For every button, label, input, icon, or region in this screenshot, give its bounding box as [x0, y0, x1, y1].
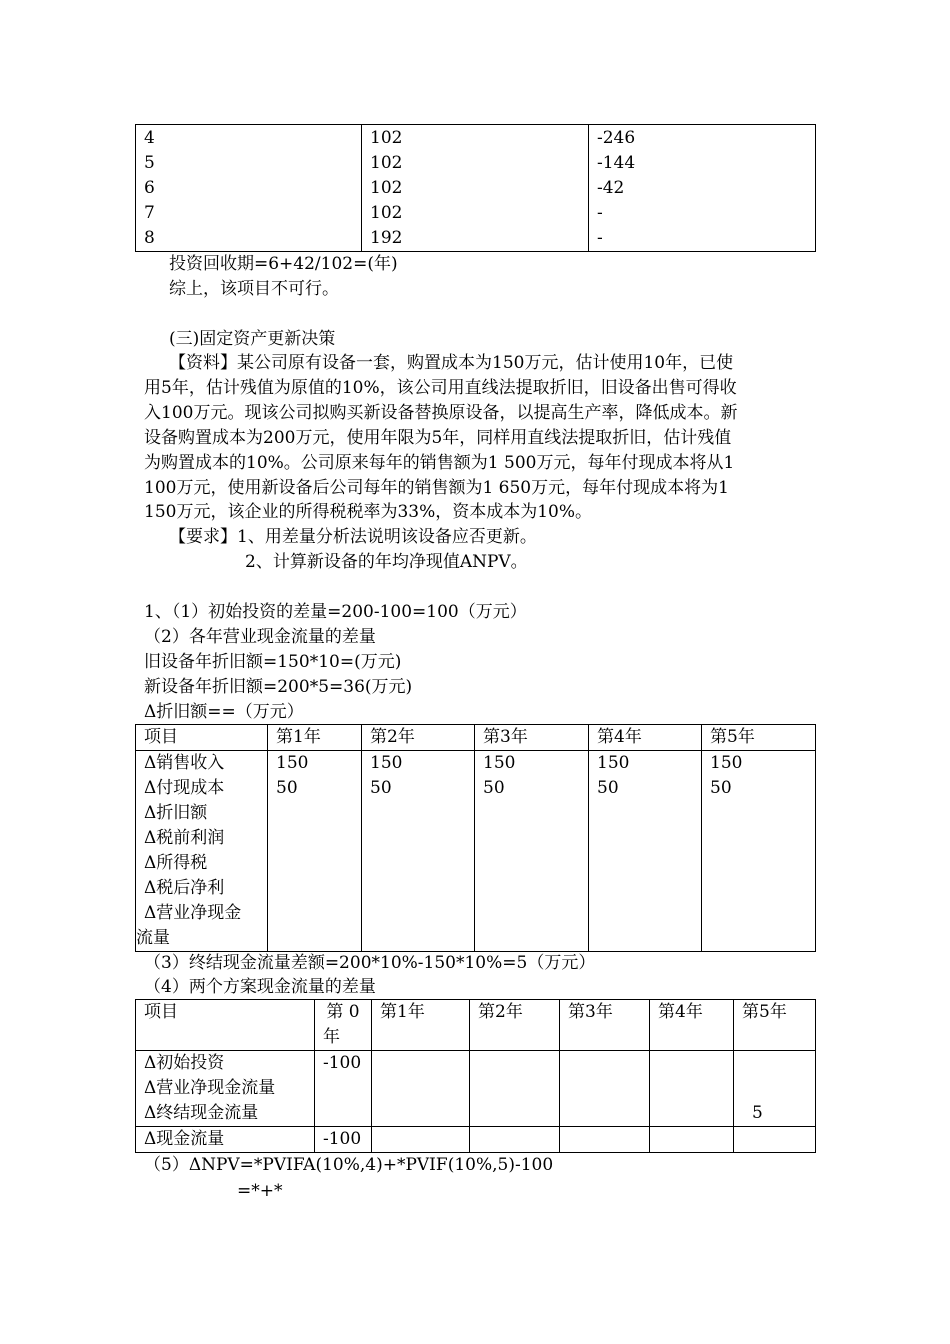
table-row — [136, 1051, 816, 1127]
terminal-value: 5 — [752, 1103, 763, 1123]
table-cell — [470, 1051, 560, 1127]
year-column — [702, 751, 816, 952]
header-year0-part1: 第 0 — [326, 1002, 360, 1022]
header-cell: 第4年 — [589, 725, 702, 751]
table-row — [136, 751, 816, 952]
requirement-2: 2、计算新设备的年均净现值ANPV。 — [245, 552, 528, 572]
item-label: Δ税前利润 — [144, 828, 225, 848]
sales-value: 150 — [597, 753, 630, 773]
header-cell — [315, 1000, 372, 1051]
solution-line: 1、（1）初始投资的差量=200-100=100（万元） — [144, 602, 527, 622]
cost-value: 50 — [710, 778, 732, 798]
conclusion-text: 综上，该项目不可行。 — [169, 279, 339, 299]
header-cell: 第5年 — [702, 725, 816, 751]
cashflow-diff-table — [135, 724, 816, 952]
terminal-cashflow-text: （3）终结现金流量差额=200*10%-150*10%=5（万元） — [144, 953, 596, 973]
cumulative-value: -42 — [597, 178, 625, 198]
header-cell: 项目 — [136, 725, 268, 751]
table-cell — [560, 1127, 650, 1153]
table-cell — [560, 1051, 650, 1127]
year-value: 7 — [144, 203, 155, 223]
item-column — [136, 1051, 315, 1127]
item-label: Δ销售收入 — [144, 753, 225, 773]
material-line: 150万元，该企业的所得税税率为33%，资本成本为10%。 — [144, 502, 593, 522]
item-column — [136, 751, 268, 952]
year-value: 8 — [144, 228, 155, 248]
table-cell — [372, 1051, 470, 1127]
section-title: (三)固定资产更新决策 — [169, 329, 336, 349]
header-cell: 项目 — [136, 1000, 315, 1051]
year5-cell — [734, 1051, 816, 1127]
table-cell — [372, 1127, 470, 1153]
year-value: 4 — [144, 128, 155, 148]
item-label: Δ终结现金流量 — [144, 1103, 259, 1123]
item-label: Δ折旧额 — [144, 803, 208, 823]
cumulative-value: - — [597, 203, 603, 223]
cost-value: 50 — [483, 778, 505, 798]
table-cell — [362, 125, 589, 252]
cumulative-value: -246 — [597, 128, 636, 148]
year0-cell — [315, 1051, 372, 1127]
cost-value: 50 — [276, 778, 298, 798]
header-cell: 第1年 — [268, 725, 362, 751]
payback-text: 投资回收期=6+42/102=(年) — [169, 254, 398, 274]
table-cell — [589, 125, 816, 252]
cashflow-value: 102 — [370, 203, 403, 223]
header-cell: 第3年 — [475, 725, 589, 751]
total-label: Δ现金流量 — [136, 1127, 315, 1153]
material-line: 【资料】某公司原有设备一套，购置成本为150万元，估计使用10年，已使 — [169, 353, 734, 373]
cumulative-value: - — [597, 228, 603, 248]
sales-value: 150 — [276, 753, 309, 773]
table-cell — [650, 1051, 734, 1127]
material-line: 设备购置成本为200万元，使用年限为5年，同样用直线法提取折旧，估计残值 — [144, 428, 732, 448]
item-label: Δ营业净现金 — [144, 903, 242, 923]
item-label: Δ营业净现金流量 — [144, 1078, 276, 1098]
cumulative-value: -144 — [597, 153, 636, 173]
table-cell — [650, 1127, 734, 1153]
npv-formula-cont: =*+* — [237, 1181, 283, 1201]
item-label: Δ所得税 — [144, 853, 208, 873]
payback-table — [135, 124, 816, 252]
total-year0: -100 — [315, 1127, 372, 1153]
header-cell: 第2年 — [470, 1000, 560, 1051]
table-row — [136, 125, 816, 252]
table2-title: （4）两个方案现金流量的差量 — [144, 977, 376, 997]
sales-value: 150 — [483, 753, 516, 773]
year-column — [475, 751, 589, 952]
year-column — [268, 751, 362, 952]
solution-line: 旧设备年折旧额=150*10=(万元) — [144, 652, 402, 672]
header-cell: 第1年 — [372, 1000, 470, 1051]
item-label: Δ付现成本 — [144, 778, 225, 798]
table-cell — [470, 1127, 560, 1153]
header-cell: 第3年 — [560, 1000, 650, 1051]
year-column — [362, 751, 475, 952]
material-line: 用5年，估计残值为原值的10%，该公司用直线法提取折旧，旧设备出售可得收 — [144, 378, 737, 398]
cashflow-value: 102 — [370, 128, 403, 148]
requirement-1: 【要求】1、用差量分析法说明该设备应否更新。 — [169, 527, 537, 547]
table-header-row — [136, 1000, 816, 1051]
year-value: 5 — [144, 153, 155, 173]
table-row — [136, 1127, 816, 1153]
year-column — [589, 751, 702, 952]
cashflow-value: 192 — [370, 228, 403, 248]
cost-value: 50 — [370, 778, 392, 798]
solution-line: （2）各年营业现金流量的差量 — [144, 627, 376, 647]
table-cell — [136, 125, 362, 252]
header-cell: 第5年 — [734, 1000, 816, 1051]
cost-value: 50 — [597, 778, 619, 798]
sales-value: 150 — [710, 753, 743, 773]
table-header-row — [136, 725, 816, 751]
cashflow-value: 102 — [370, 153, 403, 173]
material-line: 入100万元。现该公司拟购买新设备替换原设备，以提高生产率，降低成本。新 — [144, 403, 738, 423]
sales-value: 150 — [370, 753, 403, 773]
header-cell: 第4年 — [650, 1000, 734, 1051]
material-line: 为购置成本的10%。公司原来每年的销售额为1 500万元，每年付现成本将从1 — [144, 453, 735, 473]
initial-investment-value: -100 — [323, 1053, 362, 1073]
header-cell: 第2年 — [362, 725, 475, 751]
plan-diff-table — [135, 999, 816, 1153]
table-cell — [734, 1127, 816, 1153]
header-year0-part2: 年 — [323, 1027, 340, 1047]
item-label: 流量 — [136, 928, 170, 948]
npv-formula: （5）ΔNPV=*PVIFA(10%,4)+*PVIF(10%,5)-100 — [144, 1155, 554, 1175]
item-label: Δ税后净利 — [144, 878, 225, 898]
year-value: 6 — [144, 178, 155, 198]
material-line: 100万元，使用新设备后公司每年的销售额为1 650万元，每年付现成本将为1 — [144, 478, 729, 498]
item-label: Δ初始投资 — [144, 1053, 225, 1073]
solution-line: 新设备年折旧额=200*5=36(万元) — [144, 677, 413, 697]
solution-line: Δ折旧额==（万元） — [144, 702, 304, 722]
cashflow-value: 102 — [370, 178, 403, 198]
